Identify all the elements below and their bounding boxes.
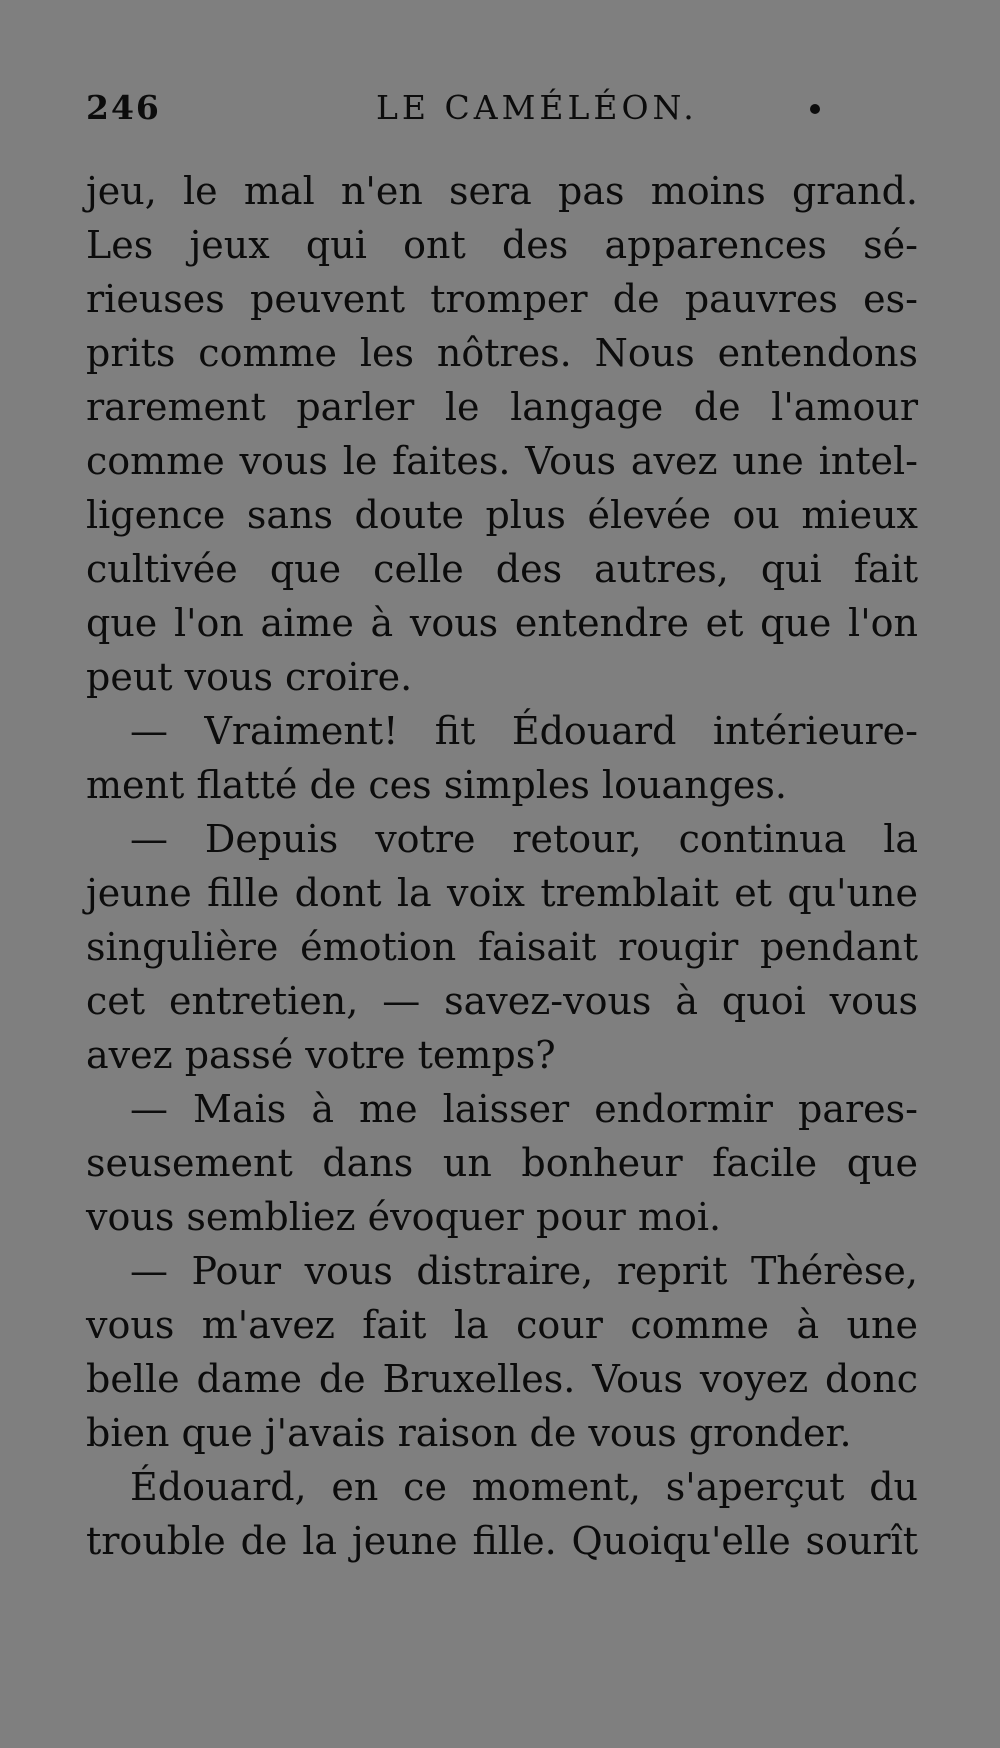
text-line: — Depuis votre retour, continua la (130, 817, 918, 861)
text-line: — Mais à me laisser endormir pares- (130, 1087, 918, 1131)
text-line: cet entretien, — savez-vous à quoi vous (86, 979, 918, 1023)
text-line: seusement dans un bonheur facile que (86, 1141, 918, 1185)
text-line: ligence sans doute plus élevée ou mieux (86, 493, 918, 537)
text-line: que l'on aime à vous entendre et que l'on (86, 601, 918, 645)
text-line: comme vous le faites. Vous avez une intel- (86, 439, 918, 483)
text-line: vous sembliez évoquer pour moi. (86, 1195, 722, 1239)
text-line: belle dame de Bruxelles. Vous voyez donc (86, 1357, 918, 1401)
page-header (86, 88, 916, 138)
text-line: avez passé votre temps? (86, 1033, 556, 1077)
text-line: trouble de la jeune fille. Quoiqu'elle sourît (86, 1519, 918, 1563)
body-text (86, 164, 918, 1568)
text-line: Édouard, en ce moment, s'aperçut du (130, 1465, 918, 1509)
text-line: singulière émotion faisait rougir pendant (86, 925, 918, 969)
text-line: jeune fille dont la voix tremblait et qu'une (86, 871, 918, 915)
text-line: — Vraiment! fit Édouard intérieure- (130, 709, 918, 753)
text-line: — Pour vous distraire, reprit Thérèse, (130, 1249, 918, 1293)
text-line: rarement parler le langage de l'amour (86, 385, 918, 429)
text-line: ment flatté de ces simples louanges. (86, 763, 787, 807)
text-line: prits comme les nôtres. Nous entendons (86, 331, 918, 375)
text-line: bien que j'avais raison de vous gronder. (86, 1411, 852, 1455)
text-line: cultivée que celle des autres, qui fait (86, 547, 918, 591)
header-ornament-dot (810, 104, 820, 114)
text-line: Les jeux qui ont des apparences sé- (86, 223, 918, 267)
running-title: LE CAMÉLÉON. (376, 88, 698, 127)
text-line: rieuses peuvent tromper de pauvres es- (86, 277, 918, 321)
page-number: 246 (86, 88, 161, 127)
text-line: peut vous croire. (86, 655, 413, 699)
text-line: vous m'avez fait la cour comme à une (86, 1303, 918, 1347)
text-line: jeu, le mal n'en sera pas moins grand. (86, 169, 918, 213)
